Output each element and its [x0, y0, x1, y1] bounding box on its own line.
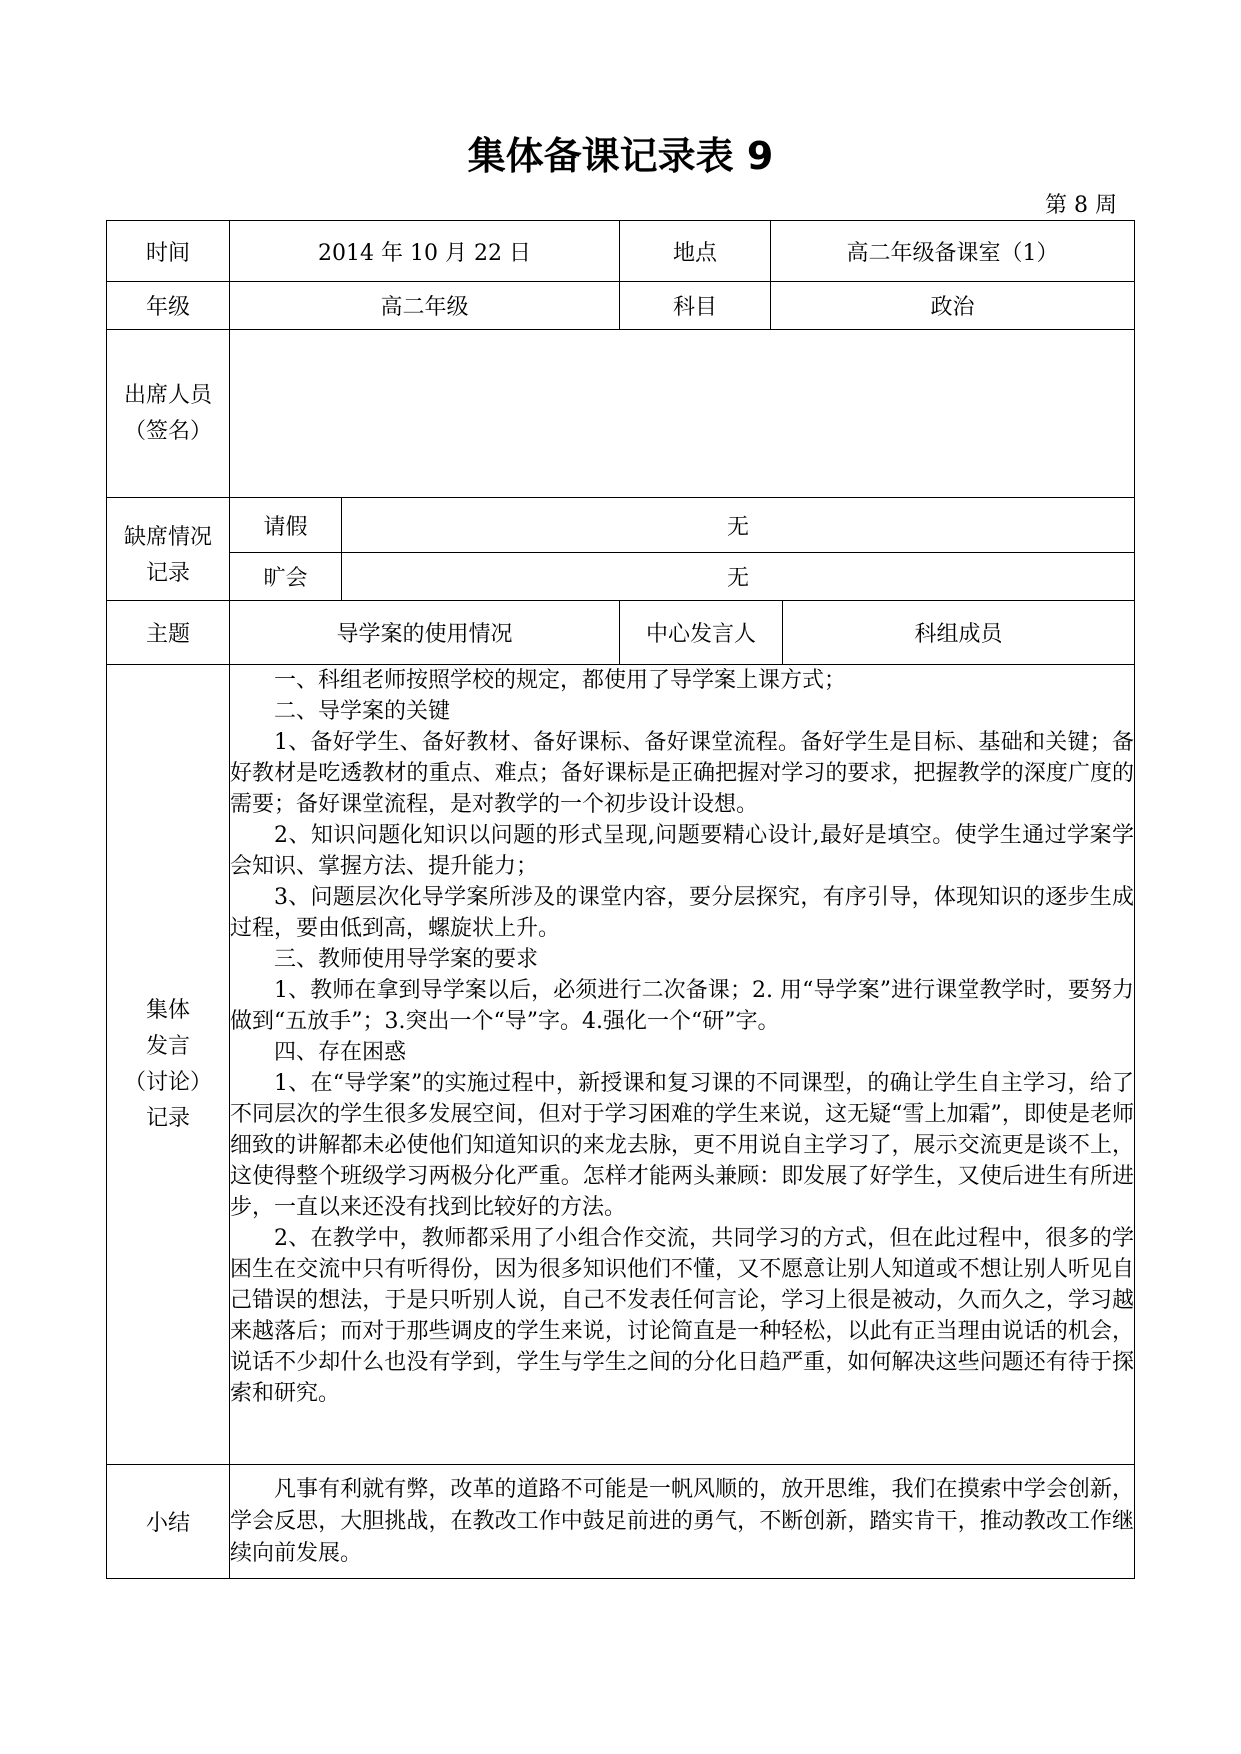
leave-label: 请假 — [230, 498, 342, 553]
speaker-label: 中心发言人 — [620, 601, 783, 665]
absence-label — [107, 498, 230, 601]
place-value: 高二年级备课室（1） — [771, 221, 1135, 282]
row-discussion — [107, 665, 1135, 1465]
page-title: 集体备课记录表 9 — [467, 134, 774, 178]
truant-value: 无 — [342, 553, 1135, 601]
speaker-value: 科组成员 — [783, 601, 1135, 665]
row-time — [107, 221, 1135, 282]
discussion-paragraph: 三、教师使用导学案的要求 — [274, 947, 539, 972]
summary-paragraph: 凡事有利就有弊，改革的道路不可能是一帆风顺的，放开思维，我们在摸索中学会创新，学会反思，大胆挑战，在教改工作中鼓足前进的勇气，不断创新，踏实肯干，推动教改工作继续向前发展。 — [230, 1476, 1135, 1566]
discussion-paragraph: 1、备好学生、备好教材、备好课标、备好课堂流程。备好学生是目标、基础和关键；备好教材是吃透教材的重点、难点；备好课标是正确把握对学习的要求，把握教学的深度广度的需要；备好课堂流程，是对教学的一个初步设计设想。 — [230, 730, 1135, 817]
subject-label: 科目 — [620, 282, 771, 330]
attendance-label — [107, 330, 230, 498]
discussion-paragraph: 四、存在困惑 — [274, 1040, 407, 1065]
truant-label: 旷会 — [230, 553, 342, 601]
topic-value: 导学案的使用情况 — [230, 601, 620, 665]
row-leave — [107, 498, 1135, 553]
time-label: 时间 — [107, 221, 230, 282]
time-value: 2014 年 10 月 22 日 — [230, 221, 620, 282]
discussion-paragraph: 3、问题层次化导学案所涉及的课堂内容，要分层探究，有序引导，体现知识的逐步生成过程，要由低到高，螺旋状上升。 — [230, 885, 1135, 941]
attendance-label-line1: 出席人员 — [123, 382, 212, 408]
discussion-paragraph: 一、科组老师按照学校的规定，都使用了导学案上课方式； — [274, 668, 847, 693]
row-grade — [107, 282, 1135, 330]
record-table — [106, 220, 1135, 1579]
absence-label-line1: 缺席情况 — [123, 525, 212, 550]
row-attendance — [107, 330, 1135, 498]
discussion-paragraph: 2、知识问题化知识以问题的形式呈现,问题要精心设计,最好是填空。使学生通过学案学会知识、掌握方法、提升能力； — [230, 823, 1135, 879]
discussion-label-line1: 集体 — [145, 997, 190, 1023]
week-number: 第 8 周 — [1045, 193, 1117, 218]
absence-label-line2: 记录 — [145, 561, 190, 586]
discussion-label — [107, 665, 230, 1465]
discussion-label-line2: 发言 — [145, 1033, 190, 1059]
row-topic — [107, 601, 1135, 665]
attendance-signature-area[interactable] — [230, 330, 1135, 498]
grade-label: 年级 — [107, 282, 230, 330]
leave-value: 无 — [342, 498, 1135, 553]
summary-content — [230, 1465, 1135, 1579]
summary-label: 小结 — [107, 1465, 230, 1579]
row-truant — [107, 553, 1135, 601]
discussion-paragraph: 2、在教学中，教师都采用了小组合作交流，共同学习的方式，但在此过程中，很多的学困生在交流中只有听得份，因为很多知识他们不懂，又不愿意让别人知道或不想让别人听见自己错误的想法，于是只听别人说，自己不发表任何言论，学习上很是被动，久而久之，学习越来越落后；而对于那些调皮的学生来说，讨论简直是一种轻松，以此有正当理由说话的机会，说话不少却什么也没有学到，学生与学生之间的分化日趋严重，如何解决这些问题还有待于探索和研究。 — [230, 1226, 1135, 1406]
grade-value: 高二年级 — [230, 282, 620, 330]
row-summary — [107, 1465, 1135, 1579]
place-label: 地点 — [620, 221, 771, 282]
discussion-label-line4: 记录 — [145, 1105, 190, 1131]
discussion-paragraph: 1、教师在拿到导学案以后，必须进行二次备课；2. 用“导学案”进行课堂教学时，要努力做到“五放手”；3.突出一个“导”字。4.强化一个“研”字。 — [230, 978, 1135, 1034]
subject-value: 政治 — [771, 282, 1135, 330]
discussion-paragraph: 1、在“导学案”的实施过程中，新授课和复习课的不同课型，的确让学生自主学习，给了不同层次的学生很多发展空间，但对于学习困难的学生来说，这无疑“雪上加霜”，即使是老师细致的讲解都未必使他们知道知识的来龙去脉，更不用说自主学习了，展示交流更是谈不上，这使得整个班级学习两极分化严重。怎样才能两头兼顾：即发展了好学生，又使后进生有所进步，一直以来还没有找到比较好的方法。 — [230, 1071, 1135, 1220]
discussion-paragraph: 二、导学案的关键 — [274, 699, 451, 724]
discussion-content — [230, 665, 1135, 1465]
attendance-label-line2: （签名） — [123, 418, 212, 444]
topic-label: 主题 — [107, 601, 230, 665]
discussion-label-line3: （讨论） — [123, 1069, 212, 1095]
